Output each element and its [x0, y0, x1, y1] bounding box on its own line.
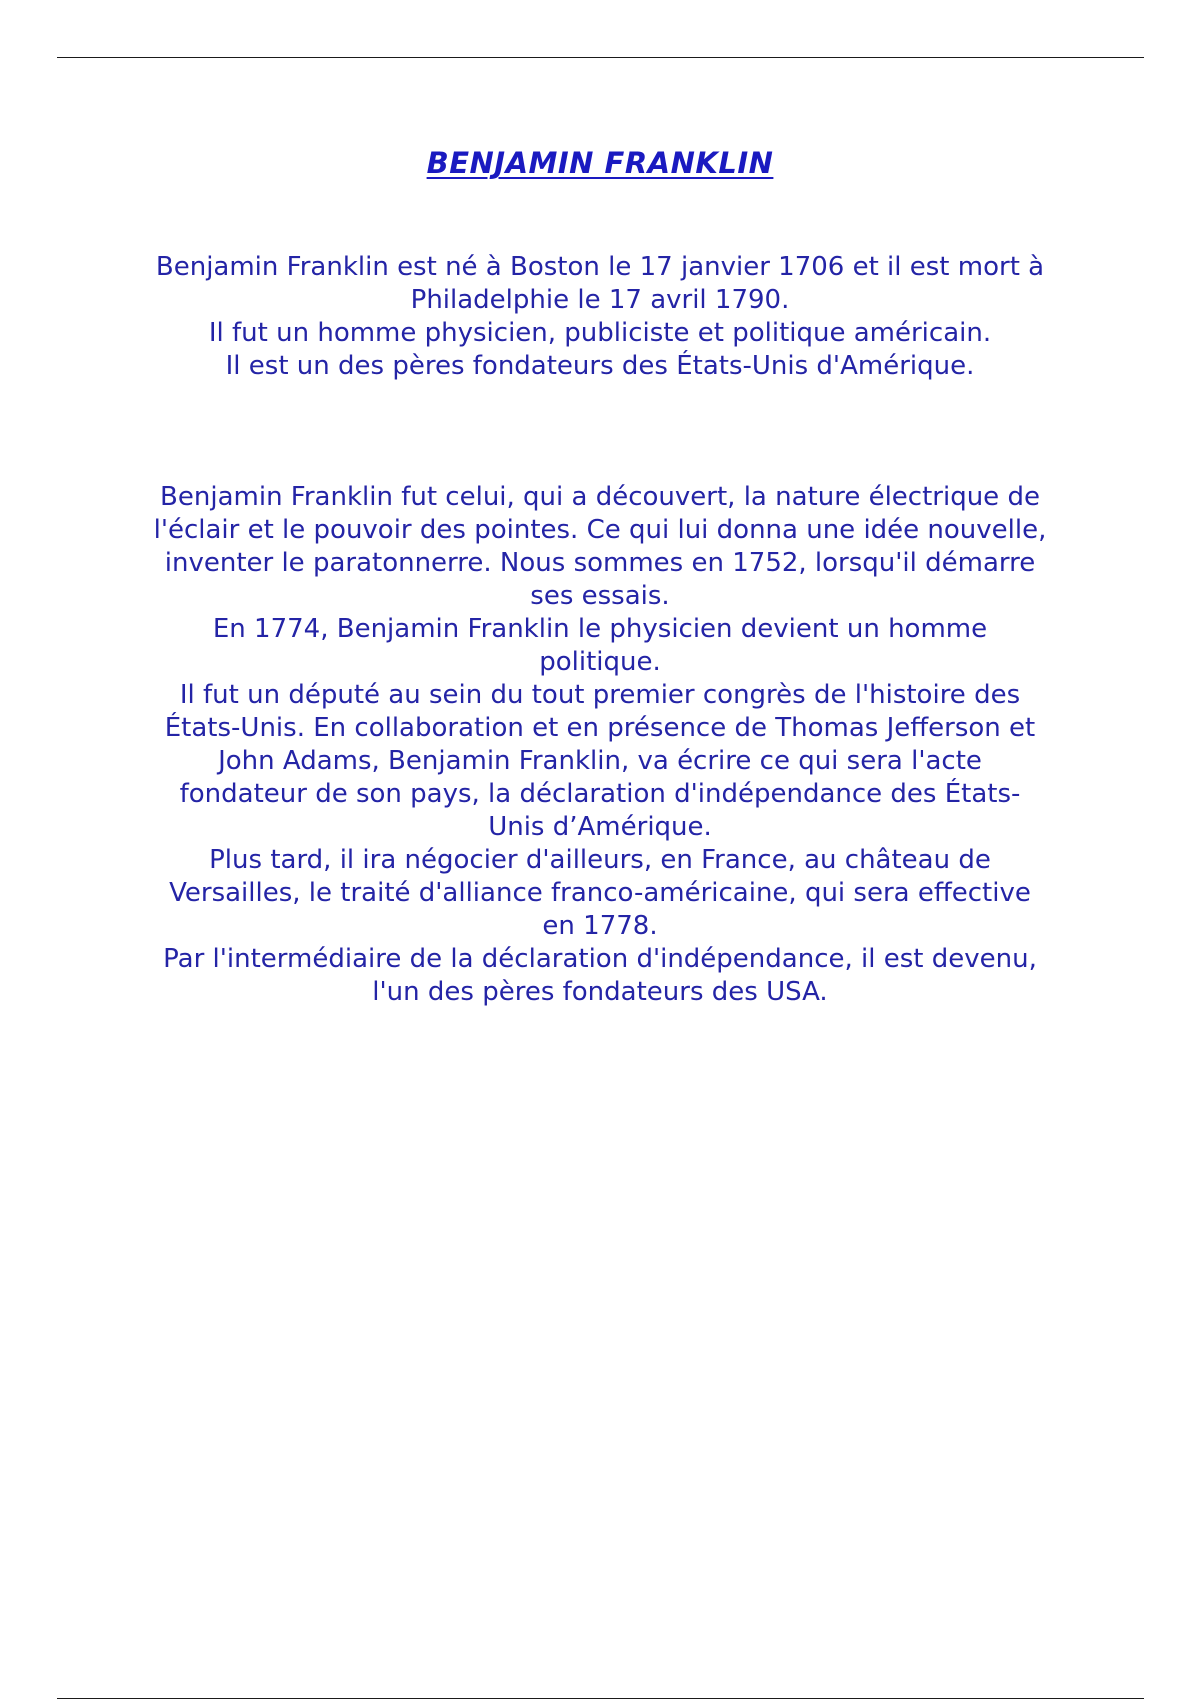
- paragraph-line: Benjamin Franklin fut celui, qui a découvert, la nature électrique de: [160, 482, 1040, 512]
- paragraph-line: inventer le paratonnerre. Nous sommes en 1752, lorsqu'il démarre: [164, 548, 1036, 578]
- paragraph-line: En 1774, Benjamin Franklin le physicien devient un homme: [212, 614, 988, 644]
- paragraph-line: Par l'intermédiaire de la déclaration d'indépendance, il est devenu,: [163, 944, 1037, 974]
- paragraph-line: en 1778.: [542, 911, 658, 941]
- biography-paragraph: [100, 481, 1100, 1009]
- paragraph-line: Il fut un député au sein du tout premier congrès de l'histoire des: [179, 680, 1021, 710]
- paragraph-line: ses essais.: [530, 581, 670, 611]
- paragraph-line: Unis d’Amérique.: [488, 812, 712, 842]
- paragraph-line: l'éclair et le pouvoir des pointes. Ce qui lui donna une idée nouvelle,: [153, 515, 1047, 545]
- paragraph-line: Philadelphie le 17 avril 1790.: [410, 285, 790, 315]
- bottom-rule: [57, 1698, 1144, 1699]
- paragraph-line: Plus tard, il ira négocier d'ailleurs, en France, au château de: [209, 845, 991, 875]
- paragraph-line: Il fut un homme physicien, publiciste et politique américain.: [208, 318, 992, 348]
- document-title: BENJAMIN FRANKLIN: [426, 146, 774, 180]
- intro-paragraph: [100, 251, 1100, 383]
- paragraph-line: États-Unis. En collaboration et en présence de Thomas Jefferson et: [164, 713, 1036, 743]
- paragraph-line: Benjamin Franklin est né à Boston le 17 janvier 1706 et il est mort à: [155, 252, 1045, 282]
- paragraph-line: fondateur de son pays, la déclaration d'indépendance des États-: [179, 779, 1021, 809]
- paragraph-line: Versailles, le traité d'alliance franco-américaine, qui sera effective: [169, 878, 1031, 908]
- paragraph-line: l'un des pères fondateurs des USA.: [372, 977, 828, 1007]
- top-rule: [57, 57, 1144, 58]
- paragraph-line: Il est un des pères fondateurs des États-Unis d'Amérique.: [225, 351, 975, 381]
- paragraph-line: John Adams, Benjamin Franklin, va écrire ce qui sera l'acte: [218, 746, 982, 776]
- paragraph-line: politique.: [539, 647, 661, 677]
